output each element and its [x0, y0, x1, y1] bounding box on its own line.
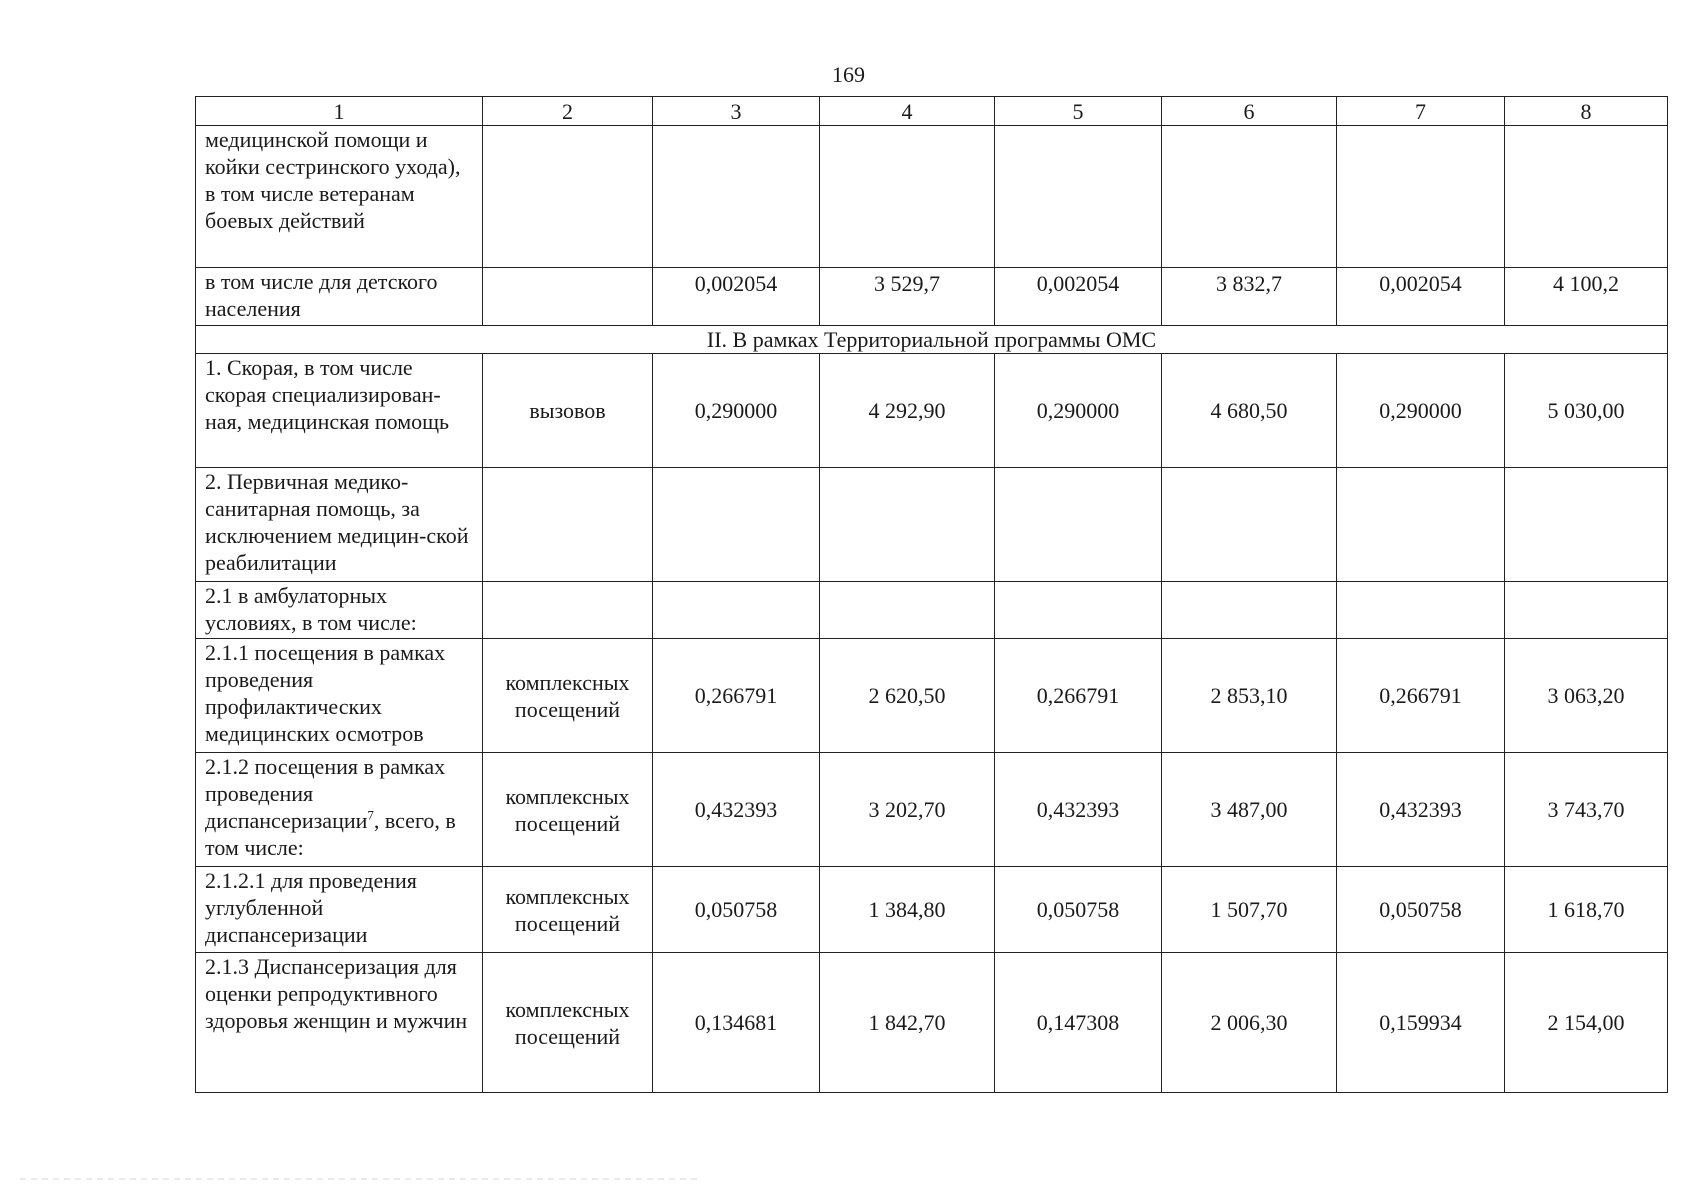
row-label-text: 2.1.2 посещения в рамках проведения диспансеризации	[205, 754, 446, 833]
table-cell: 0,050758	[653, 867, 820, 953]
header-row	[196, 97, 1668, 126]
table-cell	[653, 126, 820, 268]
table-cell: 3 529,7	[820, 268, 995, 326]
table-row	[196, 126, 1668, 268]
table-cell	[653, 468, 820, 582]
table-cell	[1337, 468, 1505, 582]
table-cell	[820, 468, 995, 582]
table-cell: 0,432393	[653, 753, 820, 867]
table-row	[196, 268, 1668, 326]
section-title: II. В рамках Территориальной программы ОМС	[196, 326, 1668, 354]
header-cell: 3	[653, 97, 820, 126]
table-cell	[483, 582, 653, 639]
table-cell	[1162, 468, 1337, 582]
row-label-text: , всего, в том числе:	[205, 808, 456, 860]
table-cell: 0,002054	[653, 268, 820, 326]
scan-artifact	[20, 1178, 700, 1180]
table-cell: 0,290000	[995, 354, 1162, 468]
table-row	[196, 867, 1668, 953]
table-cell: 2 853,10	[1162, 639, 1337, 753]
table-cell	[483, 126, 653, 268]
data-table	[195, 96, 1668, 1093]
table-cell: 4 292,90	[820, 354, 995, 468]
table-cell	[1162, 582, 1337, 639]
table-cell: 1 507,70	[1162, 867, 1337, 953]
table-cell: 3 743,70	[1505, 753, 1668, 867]
table-cell: 0,050758	[1337, 867, 1505, 953]
table-cell: 0,266791	[995, 639, 1162, 753]
table-cell: 3 063,20	[1505, 639, 1668, 753]
row-label: в том числе для детского населения	[196, 268, 483, 326]
table-cell	[820, 582, 995, 639]
table-cell: 0,159934	[1337, 953, 1505, 1093]
table-cell	[1505, 582, 1668, 639]
row-label: 2. Первичная медико-санитарная помощь, за исключением медицин-ской реабилитации	[196, 468, 483, 582]
row-label: 2.1.2.1 для проведения углубленной диспансеризации	[196, 867, 483, 953]
table-cell: 0,134681	[653, 953, 820, 1093]
row-label: 2.1.1 посещения в рамках проведения профилактических медицинских осмотров	[196, 639, 483, 753]
header-cell: 8	[1505, 97, 1668, 126]
header-cell: 5	[995, 97, 1162, 126]
table-cell	[483, 468, 653, 582]
table-cell: комплексных посещений	[483, 953, 653, 1093]
table-cell: вызовов	[483, 354, 653, 468]
table-cell: 4 680,50	[1162, 354, 1337, 468]
table-cell: 0,266791	[1337, 639, 1505, 753]
table-cell: 0,266791	[653, 639, 820, 753]
table-cell: 1 618,70	[1505, 867, 1668, 953]
table-cell: комплексных посещений	[483, 867, 653, 953]
table-row	[196, 753, 1668, 867]
table-cell: 3 832,7	[1162, 268, 1337, 326]
table-cell: 0,432393	[1337, 753, 1505, 867]
table-cell: 0,147308	[995, 953, 1162, 1093]
table-row	[196, 582, 1668, 639]
table-cell: комплексных посещений	[483, 753, 653, 867]
table-cell	[1337, 582, 1505, 639]
table-cell	[483, 268, 653, 326]
table-cell: 4 100,2	[1505, 268, 1668, 326]
table-cell: 0,432393	[995, 753, 1162, 867]
table-cell: 2 154,00	[1505, 953, 1668, 1093]
table-cell: 1 842,70	[820, 953, 995, 1093]
table-cell: 0,290000	[1337, 354, 1505, 468]
header-cell: 4	[820, 97, 995, 126]
footnote-marker: 7	[367, 807, 374, 823]
header-cell: 1	[196, 97, 483, 126]
row-label: 1. Скорая, в том числе скорая специализирован-ная, медицинская помощь	[196, 354, 483, 468]
page-number: 169	[832, 62, 865, 87]
table-cell: 3 487,00	[1162, 753, 1337, 867]
table-cell: 0,002054	[1337, 268, 1505, 326]
table-row	[196, 639, 1668, 753]
table-cell: 0,290000	[653, 354, 820, 468]
table-cell	[1505, 126, 1668, 268]
table-cell	[1337, 126, 1505, 268]
row-label	[196, 753, 483, 867]
table-row	[196, 468, 1668, 582]
table-cell: 2 006,30	[1162, 953, 1337, 1093]
table-row	[196, 953, 1668, 1093]
header-cell: 6	[1162, 97, 1337, 126]
table-cell: 5 030,00	[1505, 354, 1668, 468]
table-cell: 0,050758	[995, 867, 1162, 953]
row-label: 2.1 в амбулаторных условиях, в том числе:	[196, 582, 483, 639]
header-cell: 2	[483, 97, 653, 126]
table-cell	[653, 582, 820, 639]
row-label: медицинской помощи и койки сестринского ухода), в том числе ветеранам боевых действий	[196, 126, 483, 268]
table-cell: 0,002054	[995, 268, 1162, 326]
table-cell: комплексных посещений	[483, 639, 653, 753]
table-cell	[1505, 468, 1668, 582]
table-cell: 1 384,80	[820, 867, 995, 953]
table-cell	[995, 468, 1162, 582]
table-row	[196, 354, 1668, 468]
table-cell	[1162, 126, 1337, 268]
table-cell	[820, 126, 995, 268]
table-cell	[995, 582, 1162, 639]
section-row	[196, 326, 1668, 354]
table-cell	[995, 126, 1162, 268]
table-cell: 3 202,70	[820, 753, 995, 867]
row-label: 2.1.3 Диспансеризация для оценки репродуктивного здоровья женщин и мужчин	[196, 953, 483, 1093]
table-cell: 2 620,50	[820, 639, 995, 753]
header-cell: 7	[1337, 97, 1505, 126]
